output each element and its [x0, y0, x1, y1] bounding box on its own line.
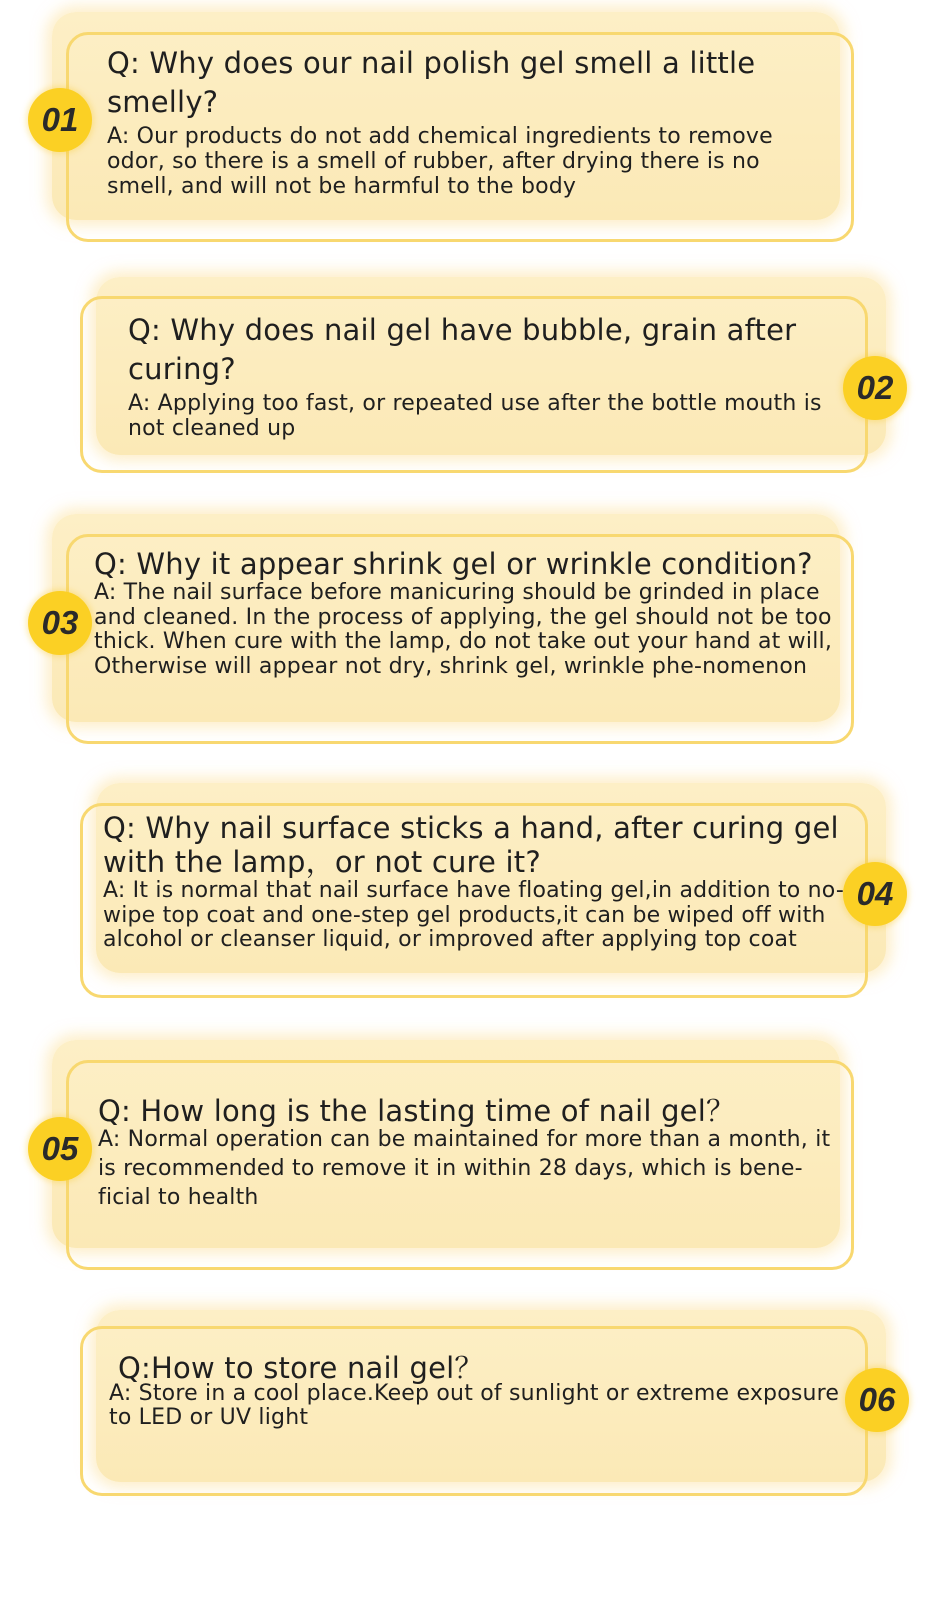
number-badge: 01 — [28, 88, 92, 152]
number-badge: 03 — [28, 591, 92, 655]
number-badge: 02 — [843, 356, 907, 420]
faq-question: Q: Why nail surface sticks a hand, after curing gel with the lamp，or not cure it? — [103, 811, 839, 879]
card-text — [109, 1349, 854, 1430]
faq-question: Q:How to store nail gel？ — [118, 1351, 484, 1385]
faq-answer: A: Normal operation can be maintained for more than a month, it is recommended to remove it in within 28 days, which is bene-ficial to health — [98, 1127, 831, 1210]
faq-answer: A: Our products do not add chemical ingredients to remove odor, so there is a smell of rubber, after drying there is no smell, and will not be harmful to the body — [107, 124, 773, 199]
faq-answer: A: The nail surface before manicuring should be grinded in place and cleaned. In the process of applying, the gel should not be too thick. When cure with the lamp, do not take out your hand at will, Otherwise will appear not dry, shrink gel, wrinkle phe-nomenon — [94, 580, 833, 679]
number-badge: 04 — [843, 862, 907, 926]
faq-answer: A: Applying too fast, or repeated use after the bottle mouth is not cleaned up — [128, 391, 822, 441]
faq-question: Q: Why it appear shrink gel or wrinkle condition? — [94, 547, 813, 581]
number-badge: 06 — [845, 1368, 909, 1432]
faq-question: Q: Why does our nail polish gel smell a little smelly? — [107, 46, 756, 119]
faq-question: Q: Why does nail gel have bubble, grain after curing? — [128, 313, 797, 386]
faq-answer: A: Store in a cool place.Keep out of sunlight or extreme exposure to LED or UV light — [109, 1381, 840, 1430]
faq-question: Q: How long is the lasting time of nail gel？ — [98, 1094, 736, 1128]
faq-answer: A: It is normal that nail surface have floating gel,in addition to no-wipe top coat and one-step gel products,it can be wiped off with alcohol or cleanser liquid, or improved after applying top coat — [103, 878, 844, 952]
number-badge: 05 — [28, 1117, 92, 1181]
